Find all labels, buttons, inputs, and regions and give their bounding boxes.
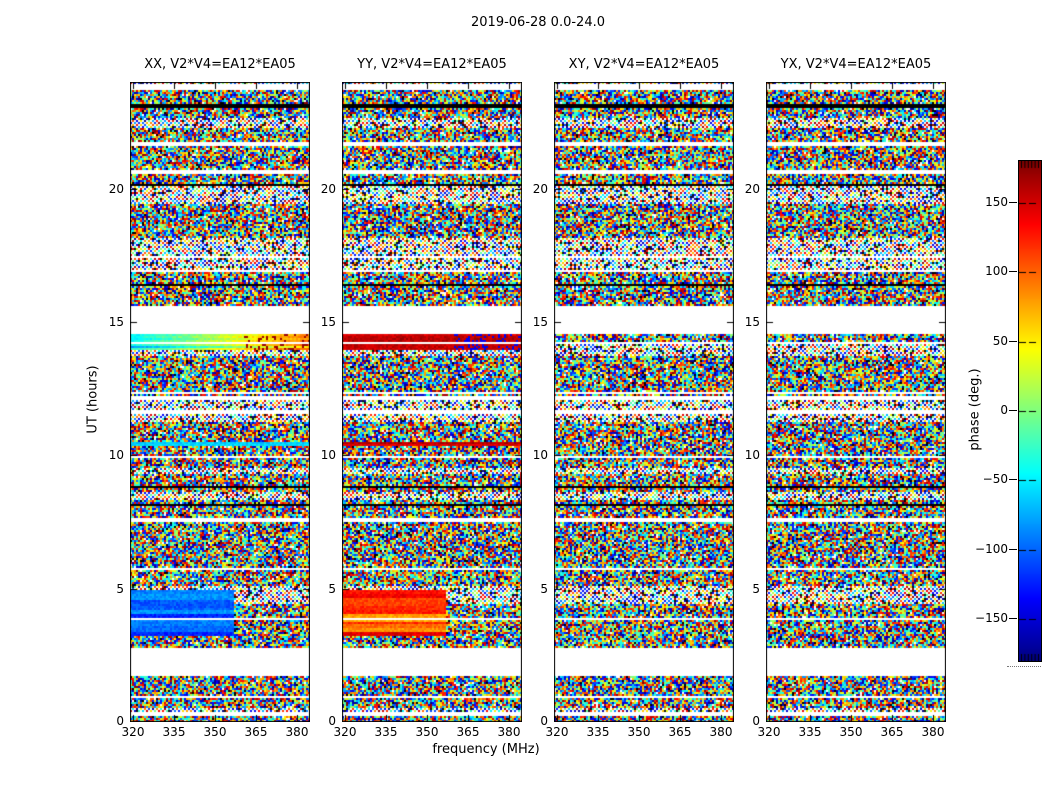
colorbar-tick-label: 0 <box>1000 403 1008 417</box>
x-tick-label: 320 <box>545 725 569 739</box>
x-tick-label: 335 <box>374 725 398 739</box>
y-tick-label: 10 <box>108 448 124 462</box>
x-tick-label: 320 <box>333 725 357 739</box>
x-tick-label: 380 <box>497 725 521 739</box>
heatmap-canvas-yx <box>766 82 946 722</box>
x-axis-label: frequency (MHz) <box>432 742 540 757</box>
colorbar-tick-label: −150 <box>975 611 1008 625</box>
y-tick-label: 0 <box>752 714 760 728</box>
colorbar-tick-mark <box>1009 549 1017 550</box>
y-tick-label: 0 <box>328 714 336 728</box>
y-tick-label: 0 <box>540 714 548 728</box>
x-tick-label: 380 <box>285 725 309 739</box>
colorbar-gradient <box>1018 160 1042 662</box>
heatmap-canvas-yy <box>342 82 522 722</box>
x-tick-label: 365 <box>244 725 268 739</box>
figure-title: 2019-06-28 0.0-24.0 <box>471 15 605 30</box>
x-tick-label: 350 <box>203 725 227 739</box>
y-tick-label: 20 <box>744 182 760 196</box>
x-tick-label: 365 <box>668 725 692 739</box>
colorbar-tick-label: 100 <box>985 264 1008 278</box>
x-tick-label: 380 <box>921 725 945 739</box>
y-tick-label: 20 <box>108 182 124 196</box>
y-tick-label: 20 <box>320 182 336 196</box>
colorbar-tick-mark <box>1009 618 1017 619</box>
y-axis-label: UT (hours) <box>85 365 101 434</box>
x-tick-label: 335 <box>162 725 186 739</box>
colorbar-tick-label: 50 <box>992 334 1008 348</box>
colorbar-tick-label: 150 <box>985 195 1008 209</box>
y-tick-label: 10 <box>744 448 760 462</box>
colorbar-tick-mark <box>1009 271 1017 272</box>
colorbar-tick-mark <box>1009 202 1017 203</box>
x-tick-label: 335 <box>586 725 610 739</box>
x-tick-label: 320 <box>757 725 781 739</box>
y-tick-label: 5 <box>328 582 336 596</box>
heatmap-canvas-xy <box>554 82 734 722</box>
heatmap-canvas-xx <box>130 82 310 722</box>
panel-title-yx: YX, V2*V4=EA12*EA05 <box>780 57 932 72</box>
x-tick-label: 350 <box>415 725 439 739</box>
x-tick-label: 365 <box>880 725 904 739</box>
colorbar-tick-mark <box>1009 479 1017 480</box>
y-tick-label: 15 <box>744 315 760 329</box>
x-tick-label: 350 <box>839 725 863 739</box>
panel-title-xy: XY, V2*V4=EA12*EA05 <box>568 57 720 72</box>
y-tick-label: 5 <box>752 582 760 596</box>
y-tick-label: 15 <box>320 315 336 329</box>
y-tick-label: 20 <box>532 182 548 196</box>
y-tick-label: 5 <box>540 582 548 596</box>
panel-title-xx: XX, V2*V4=EA12*EA05 <box>144 57 296 72</box>
colorbar-label: phase (deg.) <box>967 368 983 451</box>
x-tick-label: 350 <box>627 725 651 739</box>
y-tick-label: 5 <box>116 582 124 596</box>
x-tick-label: 365 <box>456 725 480 739</box>
x-tick-label: 380 <box>709 725 733 739</box>
panel-title-yy: YY, V2*V4=EA12*EA05 <box>357 57 507 72</box>
x-tick-label: 320 <box>121 725 145 739</box>
x-tick-label: 335 <box>798 725 822 739</box>
colorbar-tick-label: −50 <box>982 472 1008 486</box>
colorbar-tick-label: −100 <box>975 542 1008 556</box>
colorbar-end-dots <box>1007 666 1041 667</box>
y-tick-label: 10 <box>532 448 548 462</box>
y-tick-label: 15 <box>532 315 548 329</box>
y-tick-label: 0 <box>116 714 124 728</box>
y-tick-label: 10 <box>320 448 336 462</box>
colorbar-tick-mark <box>1009 341 1017 342</box>
y-tick-label: 15 <box>108 315 124 329</box>
colorbar-tick-mark <box>1009 410 1017 411</box>
